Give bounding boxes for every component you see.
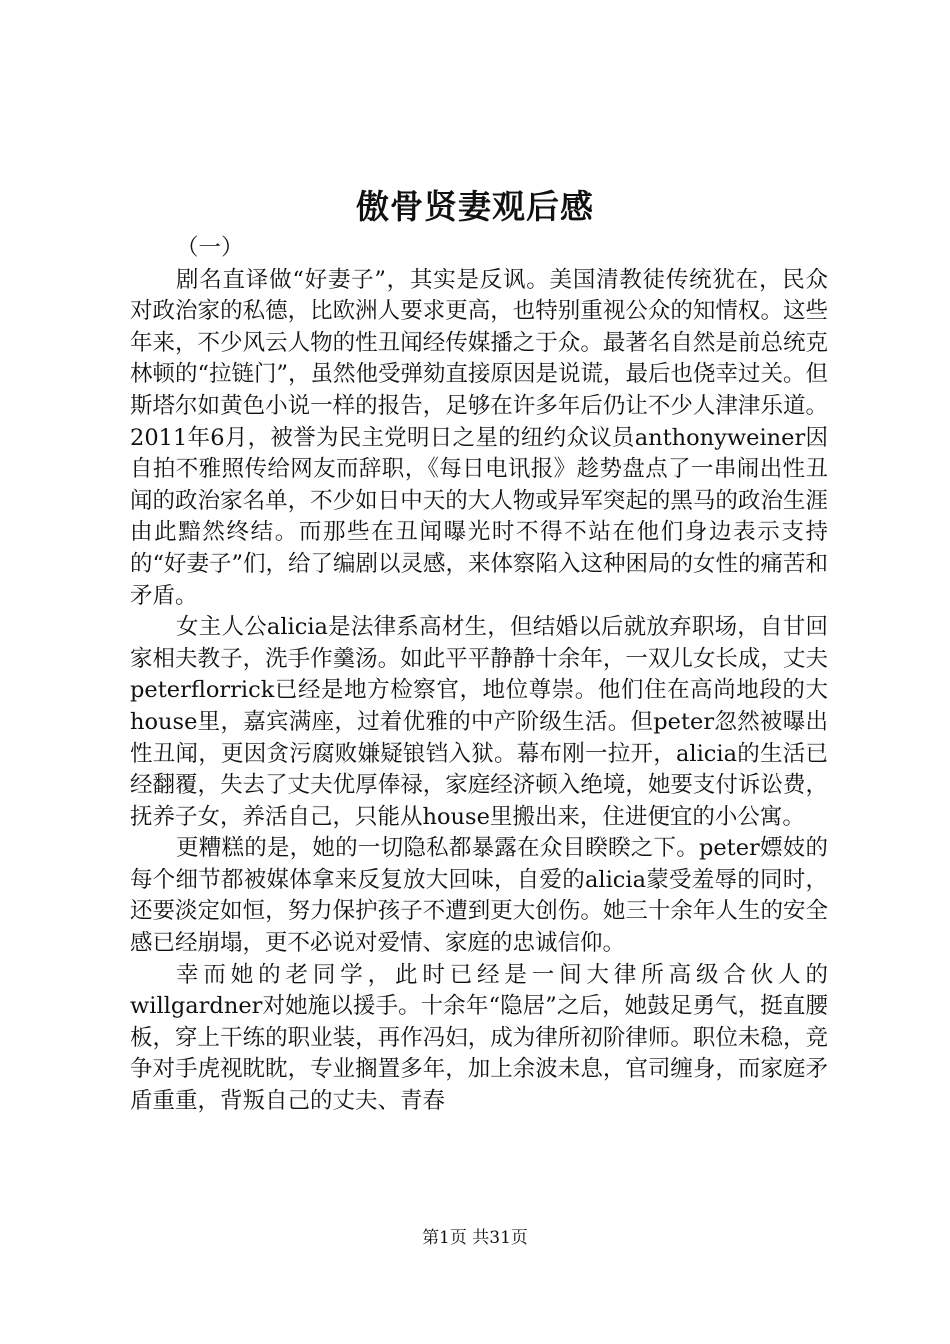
paragraph-4: 幸而她的老同学，此时已经是一间大律所高级合伙人的willgardner对她施以援手。十余年“隐居”之后，她鼓足勇气，挺直腰板，穿上干练的职业装，再作冯妇，成为律所初阶律师。职位未稳，竞争对手虎视眈眈，专业搁置多年，加上余波未息，官司缠身，而家庭矛盾重重，背叛自己的丈夫、青春 bbox=[130, 961, 828, 1115]
paragraph-2: 女主人公alicia是法律系高材生，但结婚以后就放弃职场，自甘回家相夫教子，洗手作羹汤。如此平平静静十余年，一双儿女长成，丈夫peterflorrick已经是地方检察官，地位尊崇。他们住在高尚地段的大house里，嘉宾满座，过着优雅的中产阶级生活。但peter忽然被曝出性丑闻，更因贪污腐败嫌疑锒铛入狱。幕布刚一拉开，alicia的生活已经翻覆，失去了丈夫优厚俸禄，家庭经济顿入绝境，她要支付诉讼费，抚养子女，养活自己，只能从house里搬出来，住进便宜的小公寓。 bbox=[130, 614, 828, 830]
section-label: （一） bbox=[176, 235, 244, 261]
paragraph-3: 更糟糕的是，她的一切隐私都暴露在众目睽睽之下。peter嫖妓的每个细节都被媒体拿来反复放大回味，自爱的alicia蒙受羞辱的同时，还要淡定如恒，努力保护孩子不遭到更大创伤。她三十余年人生的安全感已经崩塌，更不必说对爱情、家庭的忠诚信仰。 bbox=[130, 835, 828, 957]
paragraph-1: 剧名直译做“好妻子”，其实是反讽。美国清教徒传统犹在，民众对政治家的私德，比欧洲人要求更高，也特别重视公众的知情权。这些年来，不少风云人物的性丑闻经传媒播之于众。最著名自然是前总统克林顿的“拉链门”，虽然他受弹劾直接原因是说谎，最后也侥幸过关。但斯塔尔如黄色小说一样的报告，足够在许多年后仍让不少人津津乐道。2011年6月，被誉为民主党明日之星的纽约众议员anthonyweiner因自拍不雅照传给网友而辞职，《每日电讯报》趁势盘点了一串闹出性丑闻的政治家名单，不少如日中天的大人物或异军突起的黑马的政治生涯由此黯然终结。而那些在丑闻曝光时不得不站在他们身边表示支持的“好妻子”们，给了编剧以灵感，来体察陷入这种困局的女性的痛苦和矛盾。 bbox=[130, 266, 829, 609]
page-title: 傲骨贤妻观后感 bbox=[356, 187, 594, 226]
document-body bbox=[130, 233, 828, 1118]
page-footer: 第1页 共31页 bbox=[422, 1228, 528, 1248]
